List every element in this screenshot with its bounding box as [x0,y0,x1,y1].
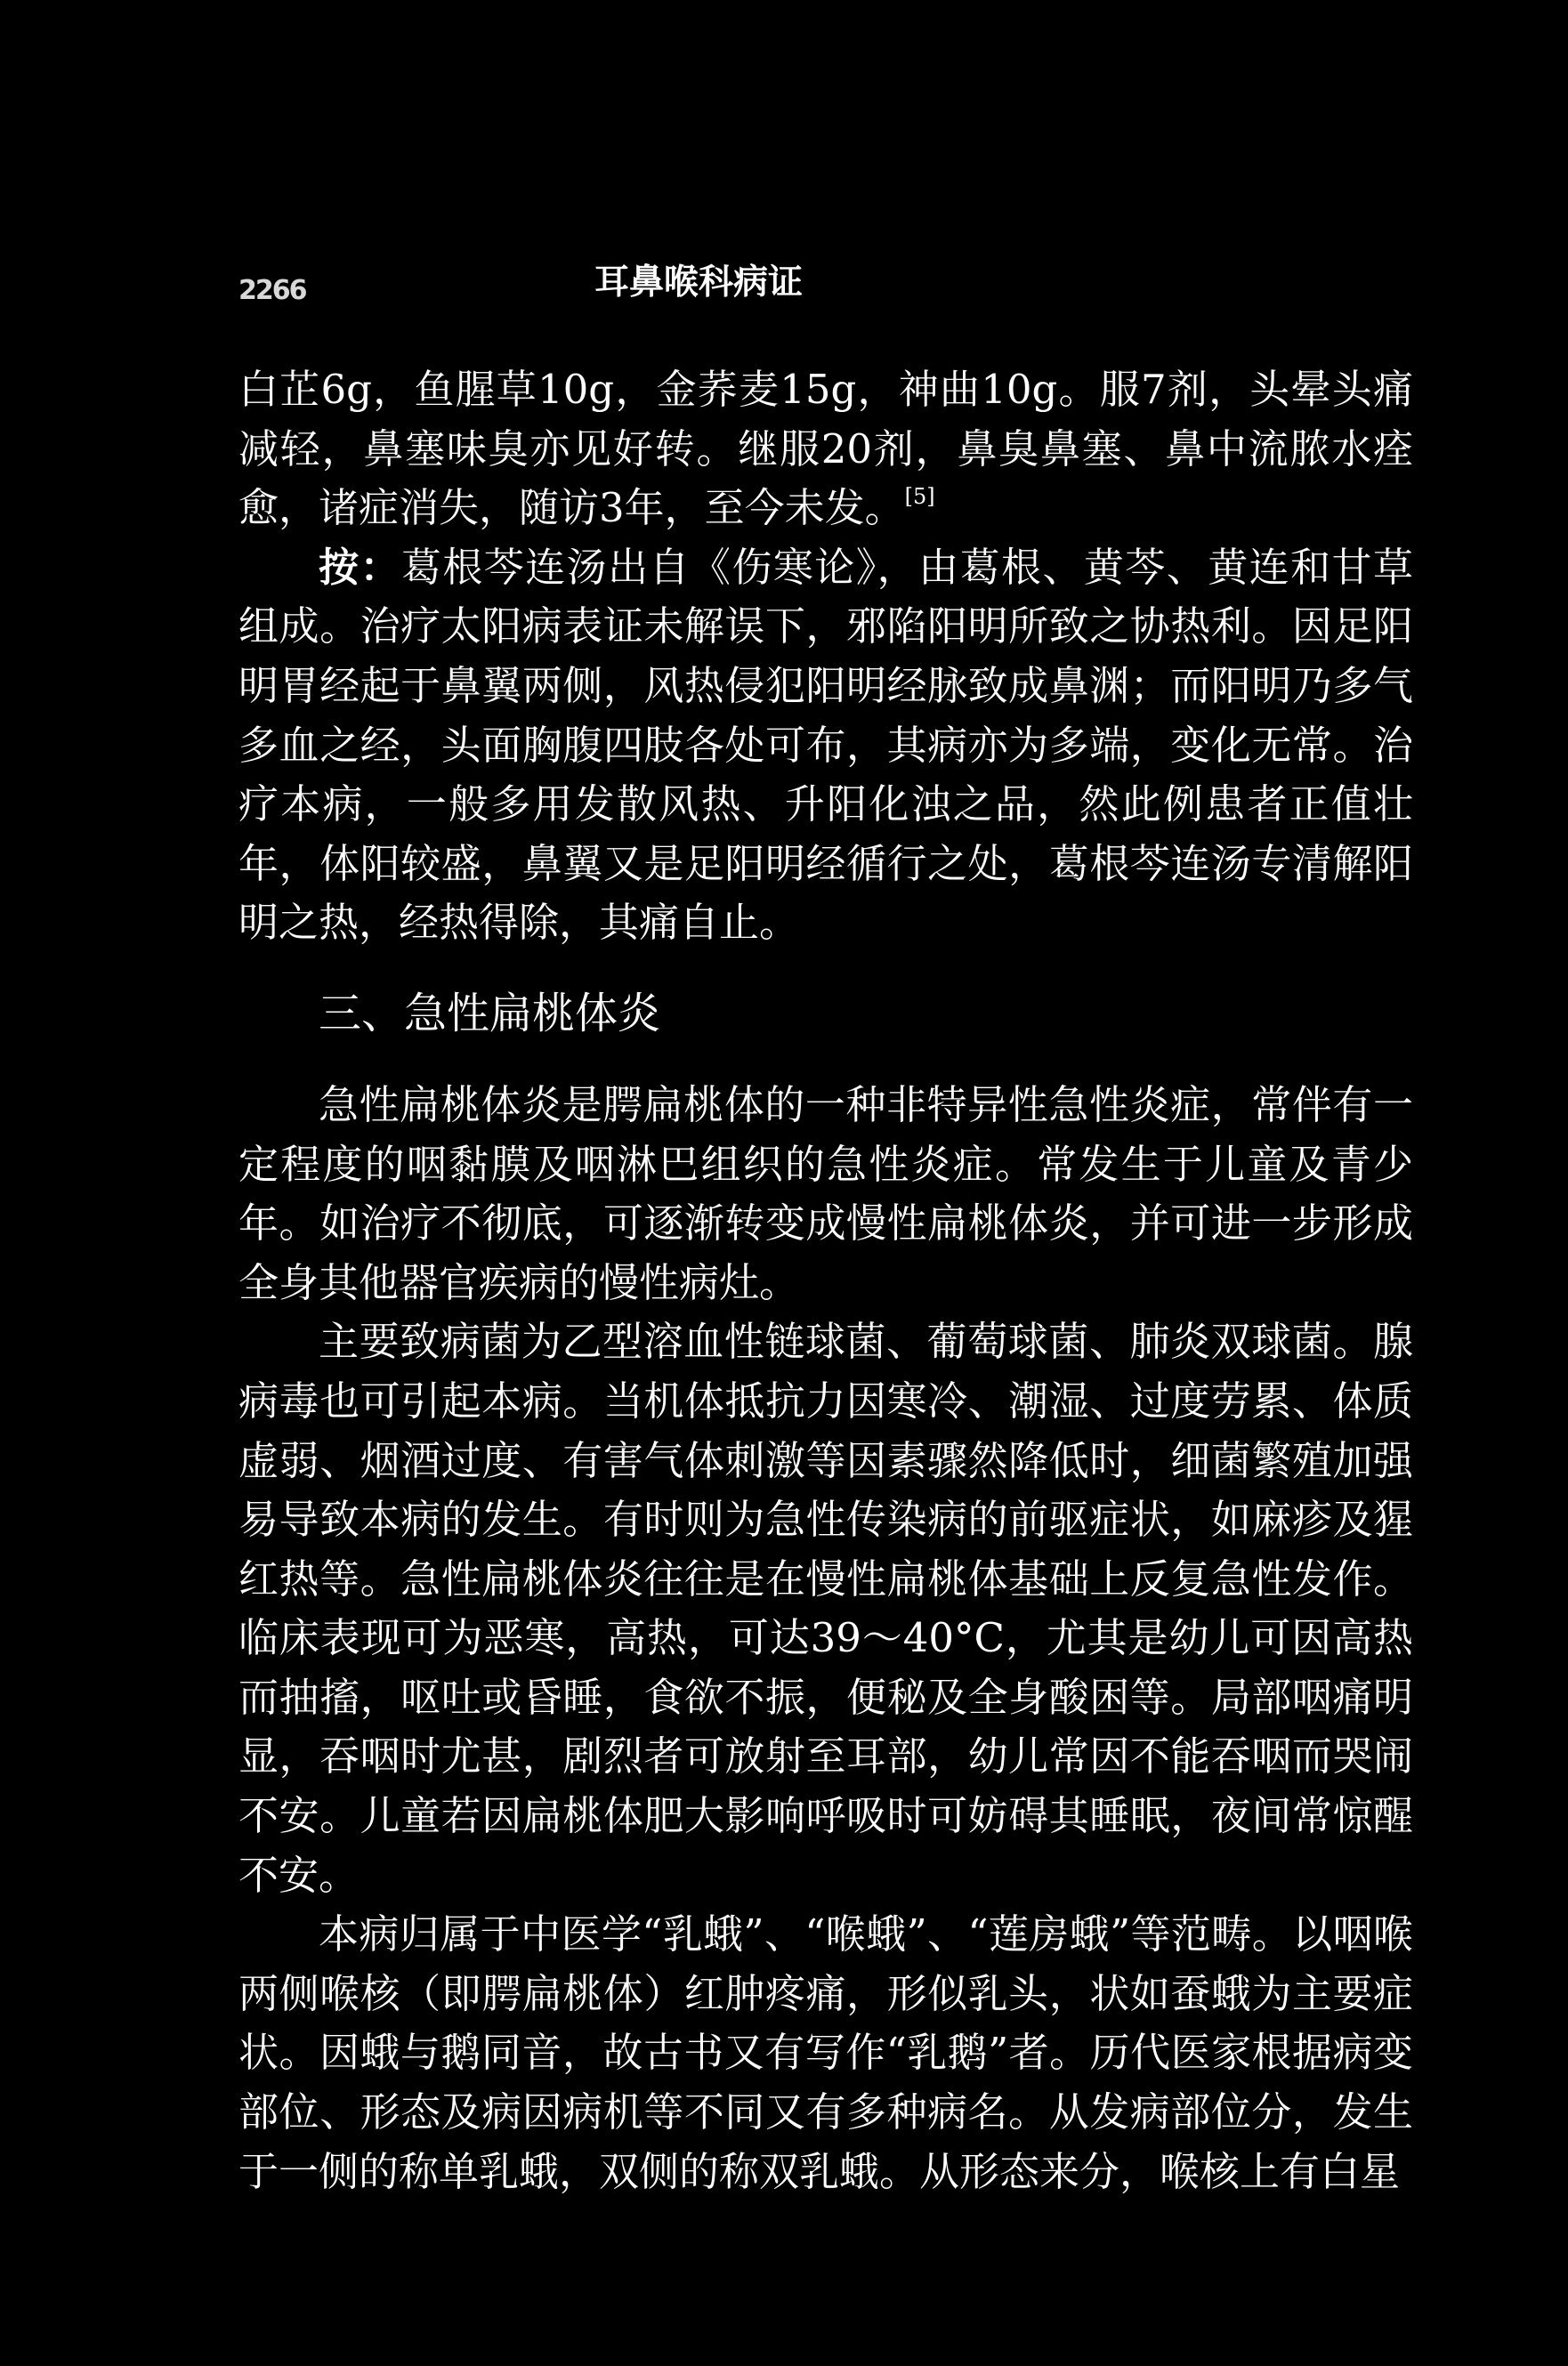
page-body [238,360,1413,2201]
case-continuation-text: 白芷6g，鱼腥草10g，金荞麦15g，神曲10g。服7剂，头晕头痛减轻，鼻塞味臭亦见好转。继服20剂，鼻臭鼻塞、鼻中流脓水痊愈，诸症消失，随访3年，至今未发。 [238,366,1413,532]
running-title: 耳鼻喉科病证 [594,262,804,303]
section-paragraph-tcm: 本病归属于中医学“乳蛾”、“喉蛾”、“莲房蛾”等范畴。以咽喉两侧喉核（即腭扁桃体）红肿疼痛，形似乳头，状如蚕蛾为主要症状。因蛾与鹅同音，故古书又有写作“乳鹅”者。历代医家根据病变部位、形态及病因病机等不同又有多种病名。从发病部位分，发生于一侧的称单乳蛾，双侧的称双乳蛾。从形态来分，喉核上有白星 [238,1910,1413,2195]
note-text: 葛根芩连汤出自《伤寒论》，由葛根、黄芩、黄连和甘草组成。治疗太阳病表证未解误下，邪陷阳明所致之协热利。因足阳明胃经起于鼻翼两侧，风热侵犯阳明经脉致成鼻渊；而阳明乃多气多血之经，头面胸腹四肢各处可布，其病亦为多端，变化无常。治疗本病，一般多用发散风热、升阳化浊之品，然此例患者正值壮年，体阳较盛，鼻翼又是足阳明经循行之处，葛根芩连汤专清解阳明之热，经热得除，其痛自止。 [238,543,1413,947]
note-label: 按： [319,543,401,591]
page-number: 2266 [238,275,306,306]
note-paragraph [238,538,1413,953]
section-heading: 三、急性扁桃体炎 [319,988,661,1038]
section-paragraph-definition: 急性扁桃体炎是腭扁桃体的一种非特异性急性炎症，常伴有一定程度的咽黏膜及咽淋巴组织的急性炎症。常发生于儿童及青少年。如治疗不彻底，可逐渐转变成慢性扁桃体炎，并可进一步形成全身其他器官疾病的慢性病灶。 [238,1080,1413,1306]
section-paragraph-etiology: 主要致病菌为乙型溶血性链球菌、葡萄球菌、肺炎双球菌。腺病毒也可引起本病。当机体抵抗力因寒冷、潮湿、过度劳累、体质虚弱、烟酒过度、有害气体刺激等因素骤然降低时，细菌繁殖加强易导致本病的发生。有时则为急性传染病的前驱症状，如麻疹及猩红热等。急性扁桃体炎往往是在慢性扁桃体基础上反复急性发作。临床表现可为恶寒，高热，可达39～40°C，尤其是幼儿可因高热而抽搐，呕吐或昏睡，食欲不振，便秘及全身酸困等。局部咽痛明显，吞咽时尤甚，剧烈者可放射至耳部，幼儿常因不能吞咽而哭闹不安。儿童若因扁桃体肥大影响呼吸时可妨碍其睡眠，夜间常惊醒不安。 [238,1318,1413,1899]
citation-marker: [5] [904,484,935,510]
case-continuation-paragraph [238,360,1413,538]
